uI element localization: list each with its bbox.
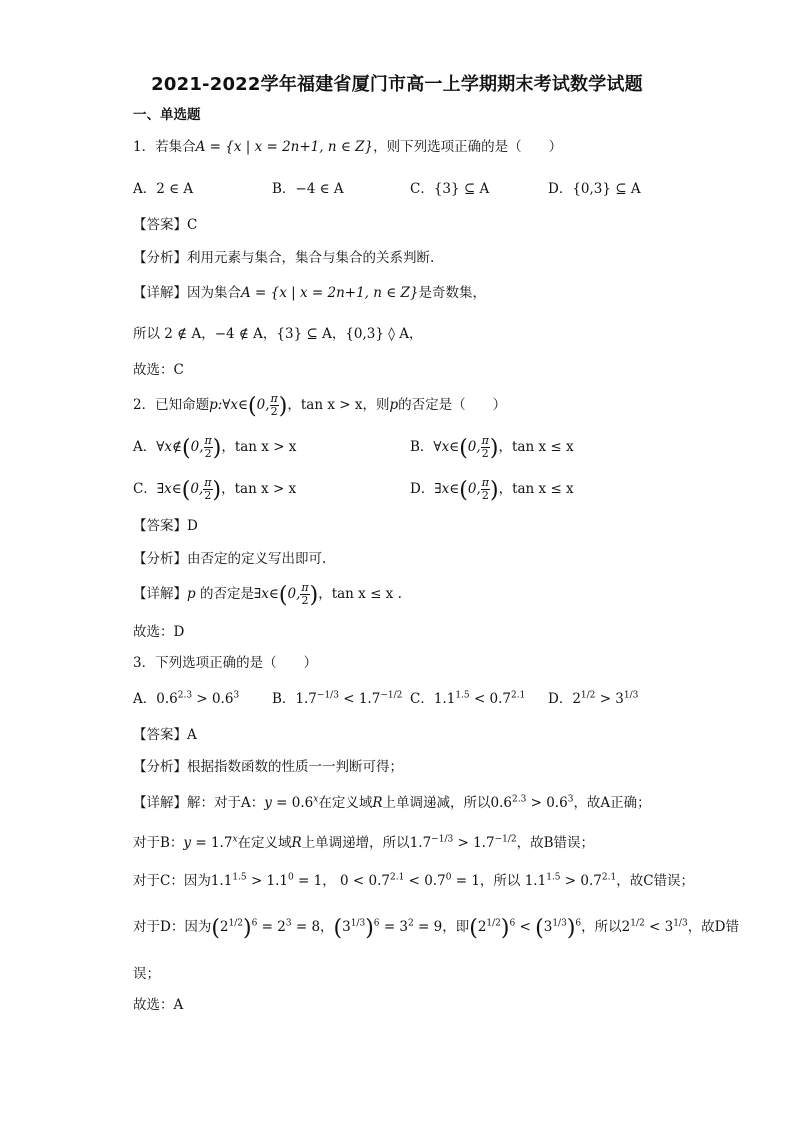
q2-stem <box>133 393 506 418</box>
q3-option-a: A．$0.6^{2.3} > 0.6^3$ <box>133 690 240 707</box>
q3-option-b-label: B． <box>272 691 296 707</box>
q2-proposition: p:∀x∈(0, $\frac{\pi}{2}$ ) <box>209 392 288 419</box>
q1-detail-1-post: 是奇数集， <box>418 285 486 301</box>
q2-stem-pre: 2．已知命题 <box>133 397 210 413</box>
q3-option-c-label: C． <box>410 691 434 707</box>
q1-answer: 【答案】C <box>133 217 198 233</box>
q1-detail-1 <box>133 281 486 301</box>
q3-answer: 【答案】A <box>133 727 197 743</box>
q3-detail-c: 对于C：因为$1.1^{1.5} > 1.1^0 = 1$， $0 < 0.7^{2.1} < 0.7^0 = 1$，所以 $1.1^{1.5} > 0.7^{2.1}$，故C错误； <box>133 872 695 889</box>
q1-analysis: 【分析】利用元素与集合，集合与集合的关系判断. <box>133 250 435 266</box>
q3-analysis: 【分析】根据指数函数的性质一一判断可得； <box>133 759 403 775</box>
q1-option-c: C．{3} ⊆ A <box>410 181 490 197</box>
q3-option-b: B．$1.7^{-1/3} < 1.7^{-1/2}$ <box>272 690 403 707</box>
q3-detail-a-pre: 【详解】解：对于A： <box>133 795 265 811</box>
q3-detail-c-end: ，故C错误； <box>616 873 695 889</box>
q3-detail-b-pre: 对于B： <box>133 835 184 851</box>
q2-detail: 【详解】p 的否定是∃x∈(0, $\frac{\pi}{2}$ )，tan x ≤ x . <box>133 581 402 608</box>
q2-choose: 故选：D <box>133 624 185 640</box>
q3-stem: 3．下列选项正确的是（ ） <box>133 655 318 671</box>
q2-option-d-label: D． <box>410 481 435 497</box>
q3-detail-d-pre: 对于D：因为 <box>133 919 212 935</box>
q1-detail-2: 所以 2 ∉ A，−4 ∉ A，{3} ⊆ A，{0,3} ◊ A， <box>133 326 423 342</box>
q1-detail-1-pre: 【详解】因为集合 <box>133 285 241 301</box>
q3-option-d-label: D． <box>548 691 573 707</box>
q3-detail-a: 【详解】解：对于A：$y = 0.6^x$在定义域R上单调递减，所以$0.6^{2.3} > 0.6^3$，故A正确； <box>133 794 651 811</box>
q3-detail-a-mid: 在定义域 <box>318 795 373 811</box>
q2-stem-end: 的否定是（ ） <box>398 397 507 413</box>
q2-detail-mid: 的否定是 <box>199 586 254 602</box>
q1-stem-end: ，则下列选项正确的是（ ） <box>373 139 563 155</box>
q2-option-c-label: C． <box>133 481 157 497</box>
q1-option-d: D．{0,3} ⊆ A <box>548 181 641 197</box>
section-heading: 一、单选题 <box>133 107 201 123</box>
q3-option-c: C．$1.1^{1.5} < 0.7^{2.1}$ <box>410 690 526 707</box>
q3-detail-d-mid2: ，所以 <box>581 919 622 935</box>
q1-stem-text: 1．若集合 <box>133 139 196 155</box>
q1-choose: 故选：C <box>133 362 184 378</box>
q2-option-a: A．∀x∉(0, $\frac{\pi}{2}$ )，tan x > x <box>133 434 297 461</box>
q2-detail-pre: 【详解】 <box>133 586 187 602</box>
q2-p-symbol: p <box>389 397 399 413</box>
q3-detail-d-wrap: 误； <box>133 966 160 982</box>
q1-option-a: A．2 ∈ A <box>133 181 194 197</box>
document-title: 2021-2022学年福建省厦门市高一上学期期末考试数学试题 <box>151 74 643 95</box>
q2-stem-post: ，则 <box>362 397 390 413</box>
q2-answer: 【答案】D <box>133 518 198 534</box>
q3-detail-a-end: ，故A正确； <box>573 795 651 811</box>
q3-option-d: D．$2^{1/2} > 3^{1/3}$ <box>548 690 639 707</box>
q1-option-b: B．−4 ∈ A <box>272 181 344 197</box>
q3-detail-d-end: ，故D错 <box>687 919 740 935</box>
q1-detail-set: A = {x | x = 2n+1, n ∈ Z} <box>241 285 419 301</box>
q3-detail-b-mid: 在定义域 <box>237 835 292 851</box>
q2-option-b: B．∀x∈(0, $\frac{\pi}{2}$ )，tan x ≤ x <box>410 434 574 461</box>
q2-option-b-label: B． <box>410 439 434 455</box>
q3-choose: 故选：A <box>133 997 184 1013</box>
q3-detail-b-end: ，故B错误； <box>516 835 595 851</box>
q2-analysis: 【分析】由否定的定义写出即可. <box>133 551 327 567</box>
q3-detail-b: 对于B：$y = 1.7^x$在定义域R上单调递增，所以$1.7^{-1/3} > 1.7^{-1/2}$，故B错误； <box>133 834 595 851</box>
q2-condition: ，tan x > x <box>287 397 363 413</box>
q1-stem <box>133 135 562 155</box>
q3-detail-d-mid: ，即 <box>442 919 470 935</box>
q3-option-a-label: A． <box>133 691 157 707</box>
q2-option-a-label: A． <box>133 439 157 455</box>
q3-detail-d: 对于D：因为$(2^{1/2})^6 = 2^3 = 8$，$(3^{1/3})^6 = 3^2 = 9$，即$(2^{1/2})^6 < (3^{1/3})^6$，所以$2^{1/2} < 3^{1/3}$，故D错 <box>133 916 740 941</box>
q2-option-d: D．∃x∈(0, $\frac{\pi}{2}$ )，tan x ≤ x <box>410 476 574 503</box>
q3-detail-c-pre: 对于C：因为 <box>133 873 211 889</box>
q3-detail-a-mid2: 上单调递减，所以 <box>382 795 491 811</box>
q1-set-expression: A = {x | x = 2n+1, n ∈ Z} <box>195 139 374 155</box>
q2-option-c: C．∃x∈(0, $\frac{\pi}{2}$ )，tan x > x <box>133 476 297 503</box>
q3-detail-b-mid2: 上单调递增，所以 <box>301 835 410 851</box>
